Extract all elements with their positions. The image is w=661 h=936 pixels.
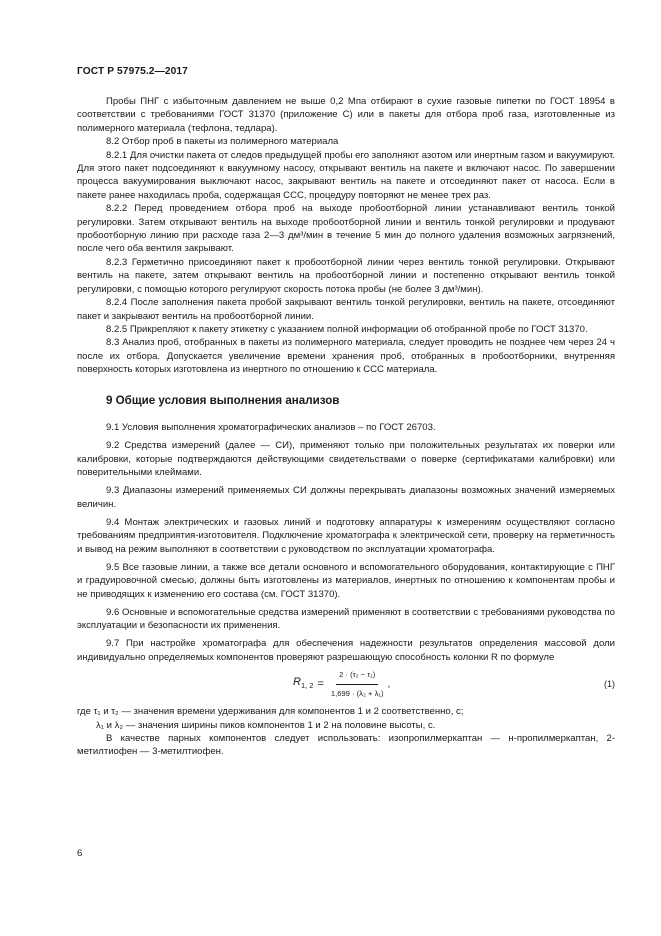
paragraph-9-7: 9.7 При настройке хроматографа для обеспечения надежности результатов определения массовой доли индивидуально определяемых компонентов проверяют разрешающую способность колонки R по формуле: [77, 638, 615, 663]
formula-denominator: 1,699 · (λ₂ + λ₁): [330, 688, 384, 698]
formula-where-lambda: λ₁ и λ₂ — значения ширины пиков компонентов 1 и 2 на половине высоты, с.: [96, 719, 436, 731]
formula-comma: ,: [387, 678, 391, 690]
paragraph-8-2-4: 8.2.4 После заполнения пакета пробой закрывают вентиль тонкой регулировки, вентиль на пакете, отсоединяют пакет и закрывают вентиль на пробоотборной линии.: [77, 297, 615, 322]
formula-fraction: [328, 668, 387, 700]
formula-number: (1): [604, 679, 615, 690]
paragraph-9-6: 9.6 Основные и вспомогательные средства измерений применяют в соответствии с требованиями руководства по эксплуатации и безопасности их применения.: [77, 606, 615, 632]
paragraph-9-5: 9.5 Все газовые линии, а также все детали основного и вспомогательного оборудования, контактирующие с ПНГ и градуировочной смесью, должны быть изготовлены из материалов, инертных по отношению к компонентам пробы и не приводящих к изменению его состава (см. ГОСТ 31370).: [77, 561, 615, 600]
section-9-heading: 9 Общие условия выполнения анализов: [106, 393, 340, 407]
paragraph-8-2-2: 8.2.2 Перед проведением отбора проб на выходе пробоотборной линии устанавливают вентиль тонкой регулировки. Затем открывают вентиль на выходе пробоотборной линии и вентиль тонкой регулировки и продувают пробоотборную линию при расходе газа 2—3 дм³/мин в течение 5 мин до полного удаления возможных загрязнений, после чего оба вентиля закрывают.: [77, 203, 615, 255]
paragraph-9-1: 9.1 Условия выполнения хроматографических анализов – по ГОСТ 26703.: [106, 421, 436, 433]
paragraph-8-2: 8.2 Отбор проб в пакеты из полимерного материала: [106, 136, 339, 148]
formula-lhs-subscript: 1, 2: [300, 681, 314, 691]
formula-equals: =: [317, 677, 324, 690]
document-code-header: ГОСТ Р 57975.2—2017: [77, 66, 188, 77]
page-number: 6: [77, 848, 83, 859]
formula-expression: [293, 669, 390, 699]
formula-where-tau: где τ₁ и τ₂ — значения времени удерживания для компонентов 1 и 2 соответственно, с;: [77, 706, 464, 718]
paragraph-9-4: 9.4 Монтаж электрических и газовых линий и подготовку аппаратуры к измерениям осуществляют согласно требованиям предприятия-изготовителя. Подключение хроматографа к электрической сети, проверку на герметичность и вывод на режим выполняют в соответствии с руководством по эксплуатации хроматографа.: [77, 516, 615, 555]
paragraph-8-2-1: 8.2.1 Для очистки пакета от следов предыдущей пробы его заполняют азотом или инертным газом и вакуумируют. Для этого пакет подсоединяют к вакуумному насосу, открывают вентиль на пакете и включают насос. По завершении процесса вакуумирования выключают насос, закрывают вентиль на пакете и отсоединяют пакет от насоса. Если в пакете ранее находилась проба, содержащая ССС, процедуру повторяют не менее трех раз.: [77, 149, 615, 201]
formula-1: [77, 669, 615, 699]
paragraph-gas-pipettes: Пробы ПНГ с избыточным давлением не выше 0,2 Мпа отбирают в сухие газовые пипетки по ГОСТ 18954 в соответствии с требованиями ГОСТ 31370 (приложение С) или в пакеты для отбора проб газа, изготовленные из полимерного материала (тефлона, тедлара).: [77, 96, 615, 134]
formula-numerator: 2 · (τ₂ − τ₁): [336, 668, 378, 684]
paragraph-8-2-3: 8.2.3 Герметично присоединяют пакет к пробоотборной линии через вентиль тонкой регулировки. Открывают вентиль на пакете, затем открывают вентиль на пробоотборной линии и постепенно открывают вентиль тонкой регулировки, с помощью которого регулируют скорость потока пробы (не более 3 дм³/мин).: [77, 256, 615, 295]
paragraph-9-3: 9.3 Диапазоны измерений применяемых СИ должны перекрывать диапазоны возможных значений измеряемых величин.: [77, 485, 615, 510]
paragraph-8-2-5: 8.2.5 Прикрепляют к пакету этикетку с указанием полной информации об отобранной пробе по ГОСТ 31370.: [106, 323, 588, 335]
paragraph-8-3: 8.3 Анализ проб, отобранных в пакеты из полимерного материала, следует проводить не позднее чем через 24 ч после их отбора. Допускается увеличение времени хранения проб, отобранных в пробоотборники, внутренняя поверхность которых изготовлена из инертного по отношению к ССС материала.: [77, 337, 615, 376]
paragraph-9-2: 9.2 Средства измерений (далее — СИ), применяют только при положительных результатах их поверки или калибровки, которые подтверждаются действующими свидетельствами о поверке (сертификатами калибровки) или поверительными клеймами.: [77, 440, 615, 478]
document-body: [77, 95, 615, 759]
paragraph-paired-components: В качестве парных компонентов следует использовать: изопропилмеркаптан — н-пропилмеркаптан, 2-метилтиофен — 3-метилтиофен.: [77, 733, 615, 758]
formula-lhs: $R_{1, 2}$: [293, 675, 314, 691]
